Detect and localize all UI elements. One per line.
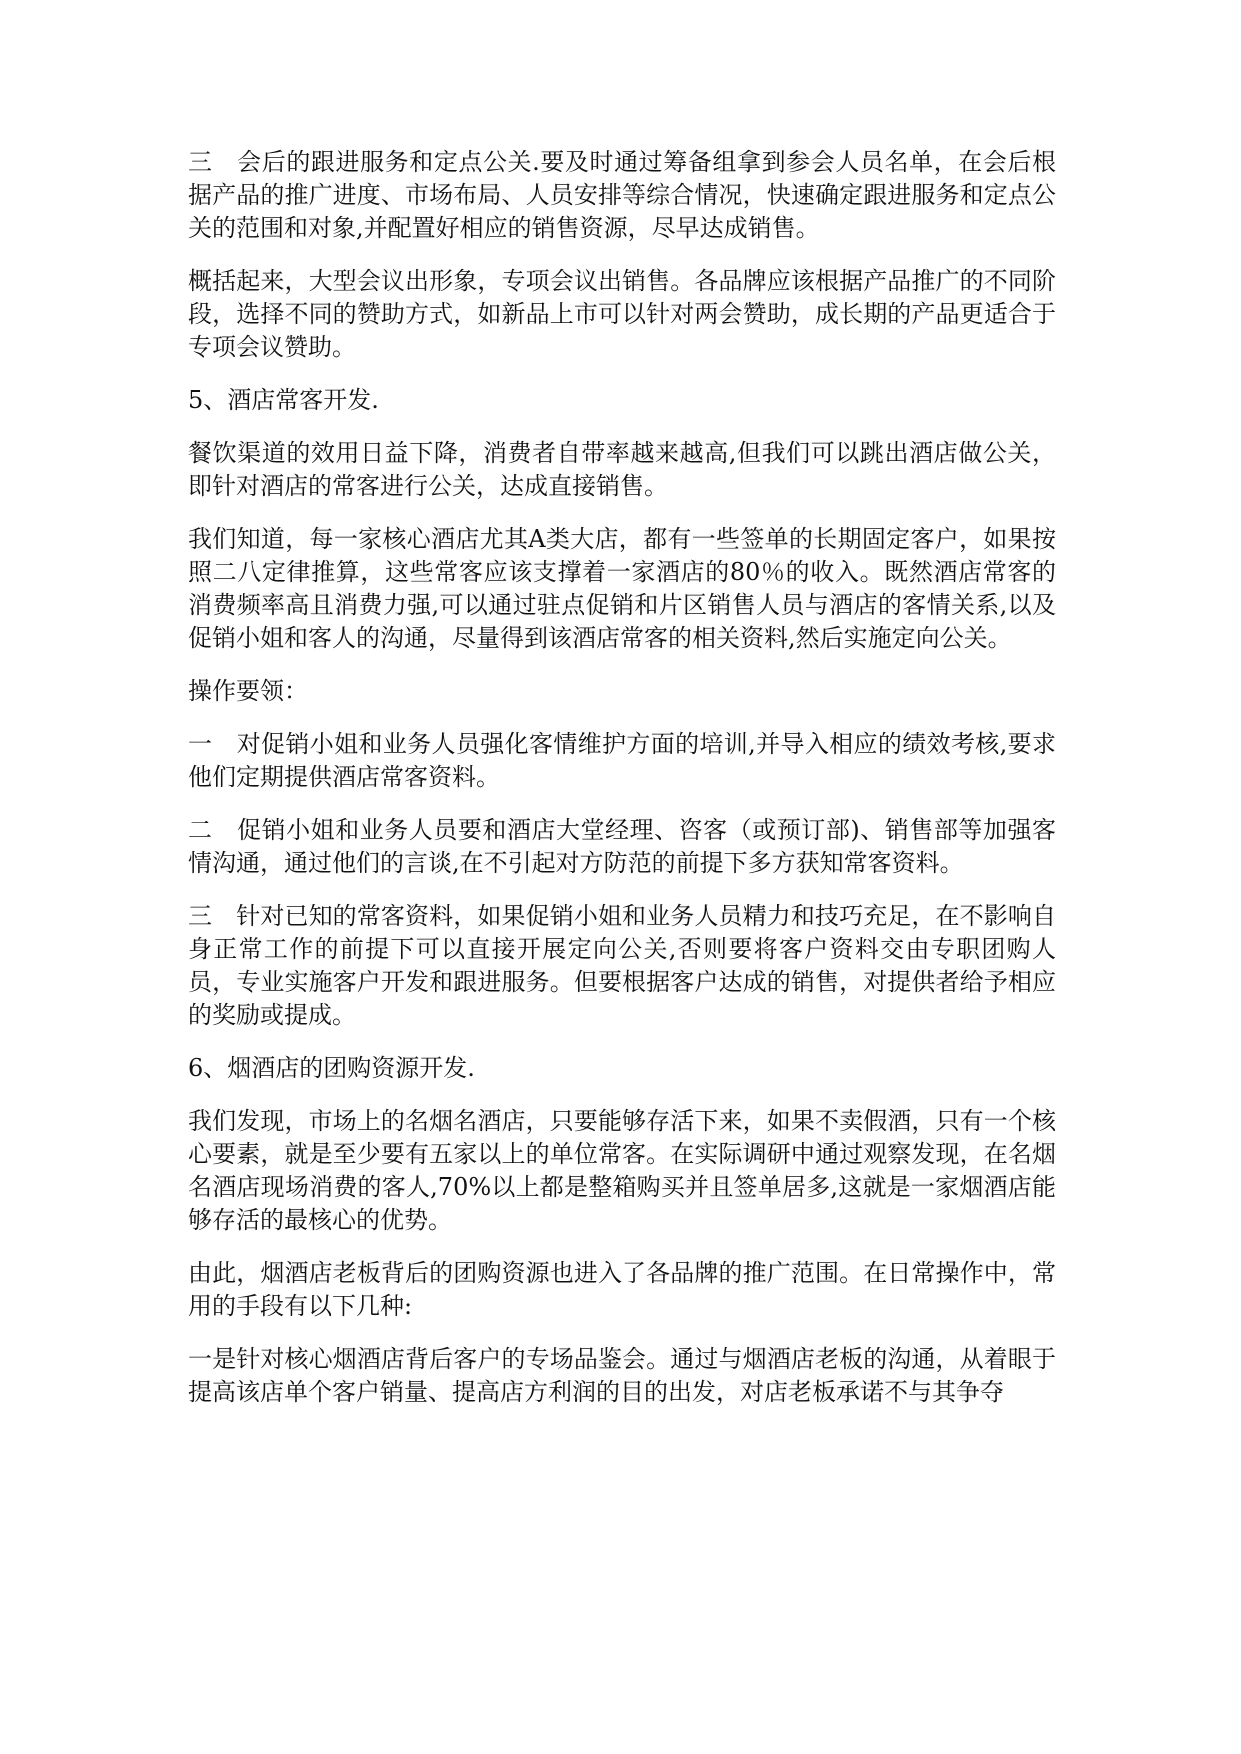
paragraph-tobacco-findings: 我们发现，市场上的名烟名酒店，只要能够存活下来，如果不卖假酒，只有一个核心要素，就是至少要有五家以上的单位常客。在实际调研中通过观察发现，在名烟名酒店现场消费的客人,70%以上都是整箱购买并且签单居多,这就是一家烟酒店能够存活的最核心的优势。 (188, 1107, 1056, 1234)
paragraph-operation-essentials: 操作要领： (188, 677, 308, 705)
paragraph-common-methods: 由此，烟酒店老板背后的团购资源也进入了各品牌的推广范围。在日常操作中，常用的手段有以下几种: (188, 1259, 1056, 1320)
paragraph-tasting-event: 一是针对核心烟酒店背后客户的专场品鉴会。通过与烟酒店老板的沟通，从着眼于提高该店单个客户销量、提高店方利润的目的出发，对店老板承诺不与其争夺 (188, 1345, 1056, 1406)
paragraph-summary: 概括起来，大型会议出形象，专项会议出销售。各品牌应该根据产品推广的不同阶段，选择不同的赞助方式，如新品上市可以针对两会赞助，成长期的产品更适合于专项会议赞助。 (188, 267, 1056, 361)
paragraph-point-one: 一 对促销小姐和业务人员强化客情维护方面的培训,并导入相应的绩效考核,要求他们定期提供酒店常客资料。 (188, 730, 1056, 791)
paragraph-catering-channel: 餐饮渠道的效用日益下降，消费者自带率越来越高,但我们可以跳出酒店做公关，即针对酒店的常客进行公关，达成直接销售。 (188, 439, 1056, 500)
paragraph-core-hotels: 我们知道，每一家核心酒店尤其A类大店，都有一些签单的长期固定客户，如果按照二八定律推算，这些常客应该支撑着一家酒店的80％的收入。既然酒店常客的消费频率高且消费力强,可以通过驻点促销和片区销售人员与酒店的客情关系,以及促销小姐和客人的沟通，尽量得到该酒店常客的相关资料,然后实施定向公关。 (188, 525, 1056, 652)
paragraph-point-three: 三 针对已知的常客资料，如果促销小姐和业务人员精力和技巧充足，在不影响自身正常工作的前提下可以直接开展定向公关,否则要将客户资料交由专职团购人员，专业实施客户开发和跟进服务。但要根据客户达成的销售，对提供者给予相应的奖励或提成。 (188, 902, 1056, 1029)
paragraph-point-two: 二 促销小姐和业务人员要和酒店大堂经理、咨客（或预订部)、销售部等加强客情沟通，通过他们的言谈,在不引起对方防范的前提下多方获知常客资料。 (188, 816, 1056, 877)
document-body (188, 146, 1056, 1429)
section-heading-hotel-regulars: 5、酒店常客开发. (188, 386, 379, 414)
paragraph-followup-service: 三 会后的跟进服务和定点公关.要及时通过筹备组拿到参会人员名单，在会后根据产品的推广进度、市场布局、人员安排等综合情况，快速确定跟进服务和定点公关的范围和对象,并配置好相应的销售资源，尽早达成销售。 (188, 148, 1056, 242)
section-heading-tobacco-stores: 6、烟酒店的团购资源开发. (188, 1054, 475, 1082)
